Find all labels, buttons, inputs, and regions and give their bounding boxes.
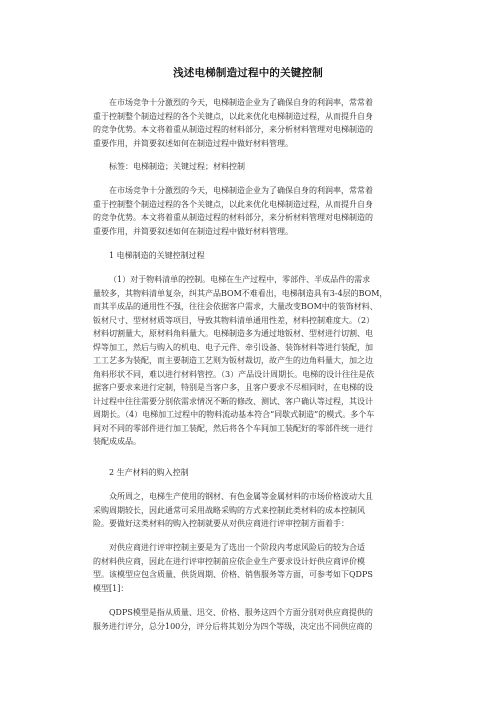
- abstract-paragraph: [93, 96, 409, 150]
- text-line: 的竞争优势。本文将着重从制造过程的材料部分，来分析材料管理对电梯制造的: [93, 213, 373, 222]
- text-line: 重要作用，并简要叙述如何在制造过程中做好材料管理。: [93, 138, 293, 148]
- text-line: 计过程中往往需要分别依需求情况不断的修改、测试、客户确认等过程，其设计: [93, 396, 373, 406]
- section-heading-2: 2 生产材料的购入控制: [109, 468, 189, 477]
- text-line: 重要作用，并简要叙述如何在制造过程中做好材料管理。: [93, 226, 293, 236]
- text-line: 模型[1]：: [93, 583, 129, 593]
- text-line: （1）对于物料清单的控制。电梯在生产过程中，零部件、半成品件的需求: [109, 275, 371, 284]
- section1-paragraph: [93, 273, 409, 449]
- text-line: 周期长。（4）电梯加工过程中的物料流动基本符合“同歇式制造”的模式。多个车: [93, 410, 375, 419]
- section2-paragraph-3: [93, 606, 409, 633]
- text-line: 钣材尺寸、型材材质等项目，导致其物料清单通用性差，材料控制难度大。（2）: [93, 315, 375, 325]
- text-line: 焊等加工，然后与购入的机电、电子元件、牵引设备、装饰材料等进行装配，加: [93, 342, 373, 352]
- keywords-line: 标签：电梯制造；关键过程；材料控制: [109, 162, 245, 171]
- text-line: 装配成成品。: [93, 437, 141, 446]
- text-line: 险。要做好这类材料的购入控制就要从对供应商进行评审控制方面着手：: [93, 519, 349, 528]
- section-heading-1: 1 电梯制造的关键控制过程: [109, 251, 205, 260]
- text-line: 的材料供应商，因此在进行评审控制前应依企业生产要求设计好供应商评价模: [93, 556, 365, 566]
- text-line: 据客户要求来进行定制，特别是当客户多，且客户要求不尽相同时，在电梯的设: [93, 383, 373, 392]
- text-line: 在市场竞争十分激烈的今天，电梯制造企业为了确保自身的利润率，常常着: [109, 98, 373, 107]
- text-line: 采购周期较长，因此通常可采用战略采购的方式来控制此类材料的成本控制风: [93, 505, 365, 515]
- section2-paragraph-2: [93, 541, 409, 595]
- text-line: 间对不同的零部件进行加工装配，然后将各个车间加工装配好的零部件统一进行: [93, 423, 373, 433]
- text-line: 的竞争优势。本文将着重从制造过程的材料部分，来分析材料管理对电梯制造的: [93, 125, 373, 134]
- text-line: 而其半成品的通用性不强，往往会依据客户需求，大量改变BOM中的装饰材料、: [93, 302, 378, 311]
- text-line: 众所周之，电梯生产使用的钢材、有色金属等金属材料的市场价格波动大且: [109, 492, 373, 501]
- text-line: 在市场竞争十分激烈的今天，电梯制造企业为了确保自身的利润率，常常着: [109, 186, 373, 195]
- text-line: 量较多，其物料清单复杂，纠其产品BOM不难看出，电梯制造具有3-4层的BOM，: [93, 288, 388, 298]
- text-line: 工工艺多为装配，而主要制造工艺则为钣材裁切，故产生的边角料量大，加之边: [93, 356, 373, 365]
- document-title: 浅述电梯制造过程中的关键控制: [173, 67, 323, 79]
- text-line: 角料形状不同，难以进行材料管控。（3）产品设计周期长。电梯的设计往往是依: [93, 369, 375, 379]
- text-line: 重于控制整个制造过程的各个关键点，以此来优化电梯制造过程，从而提升自身: [93, 199, 373, 209]
- text-line: 材料切割量大，原材料角料量大。电梯制造多为通过地钣材、型材进行切割、电: [93, 329, 373, 338]
- section2-paragraph: [93, 490, 409, 531]
- text-line: 对供应商进行评审控制主要是为了选出一个阶段内考虑风险后的较为合适: [109, 543, 365, 552]
- text-line: QDPS模型是指从质量、迅交、价格、服务这四个方面分别对供应商提供的: [109, 608, 373, 617]
- text-line: 重于控制整个制造过程的各个关键点，以此来优化电梯制造过程，从而提升自身: [93, 111, 373, 121]
- text-line: 型。该模型应包含质量、供货周期、价格、销售服务等方面，可参考如下QDPS: [93, 570, 373, 579]
- text-line: 服务进行评分，总分100分，评分后将其划分为四个等级，决定出不同供应商的: [93, 621, 373, 631]
- intro-paragraph: [93, 184, 409, 238]
